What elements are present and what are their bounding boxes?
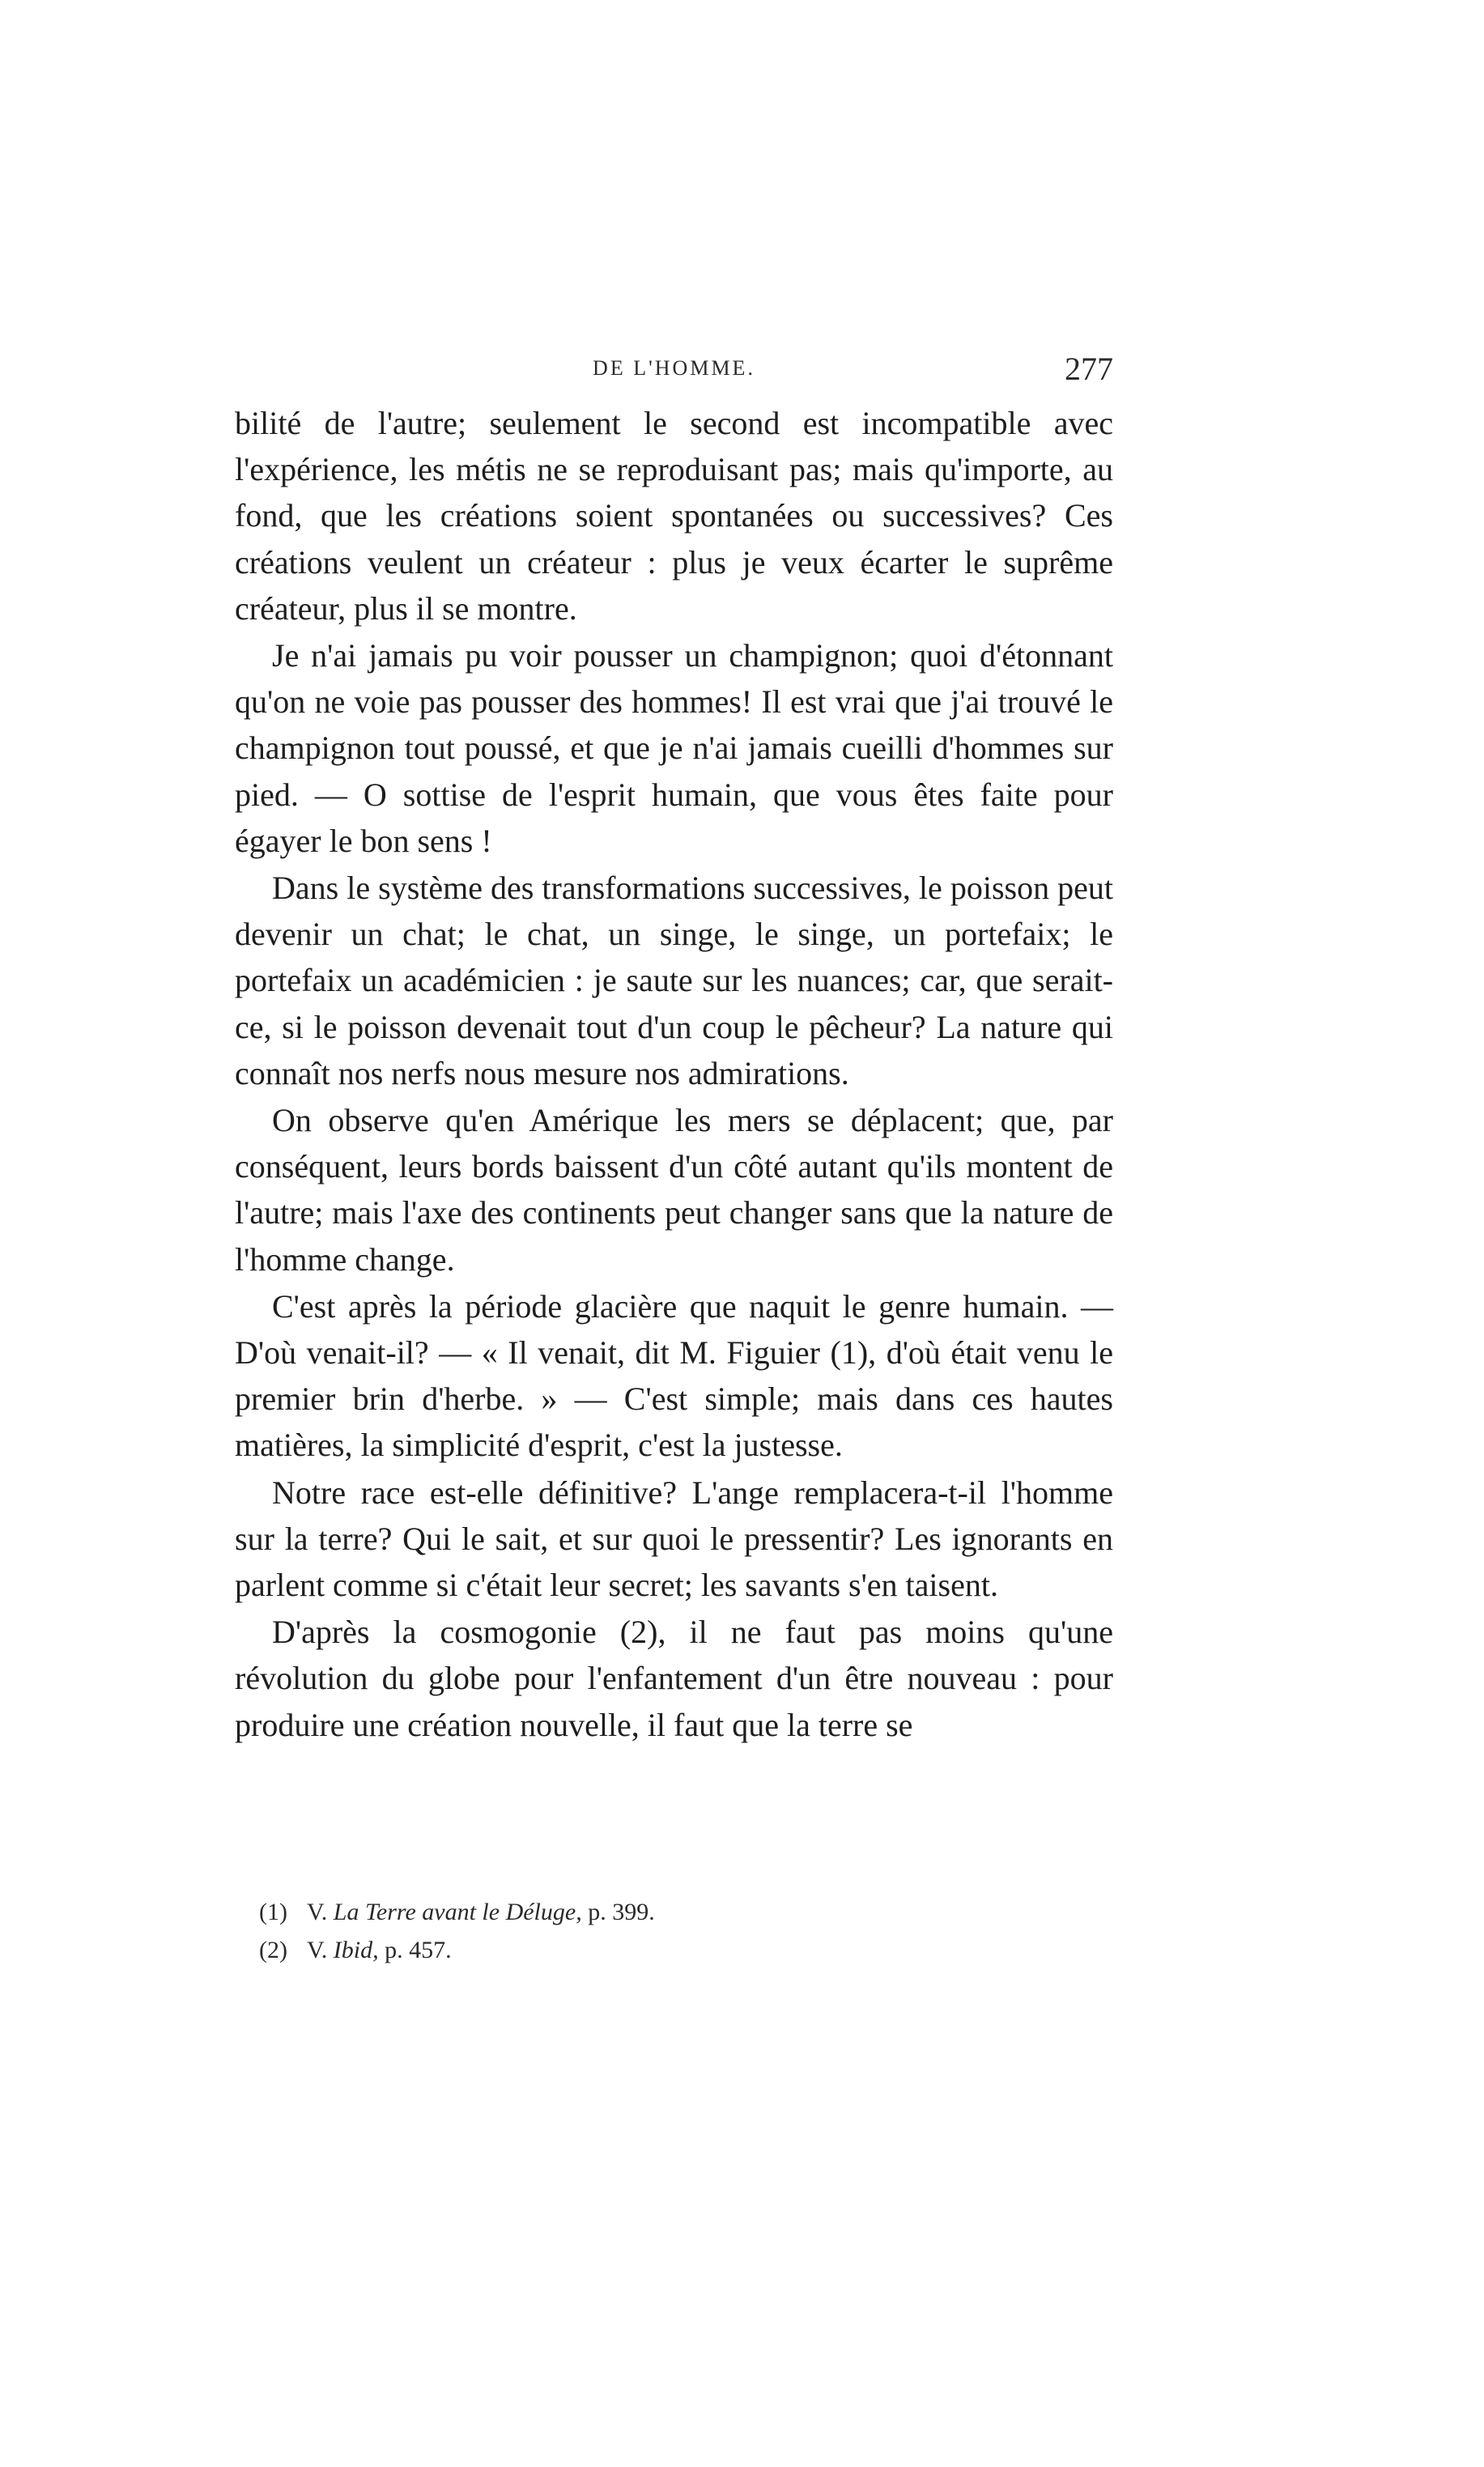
footnote-title: Ibid, (333, 1937, 379, 1963)
footnote-prefix: V. (306, 1899, 328, 1925)
paragraph-continuation: bilité de l'autre; seulement le second est incompatible avec l'expérience, les métis ne se reproduisant pas; mais qu'importe, au fond, que les créations soient spontanées ou successives? Ces créations veulent un créateur : plus je veux écarter le suprême créateur, plus il se montre. (235, 405, 1113, 627)
page-header (235, 350, 1113, 398)
paragraph-amerique: On observe qu'en Amérique les mers se déplacent; que, par conséquent, leurs bords baissent d'un côté autant qu'ils montent de l'autre; mais l'axe des continents peut changer sans que la nature de l'homme change. (235, 1102, 1113, 1278)
footnote-1 (259, 1893, 1069, 1931)
footnote-ref: p. 457. (385, 1937, 452, 1963)
paragraph-transformations: Dans le système des transformations successives, le poisson peut devenir un chat; le chat, un singe, le singe, un portefaix; le portefaix un académicien : je saute sur les nuances; car, que serait-ce, si le poisson devenait tout d'un coup le pêcheur? La nature qui connaît nos nerfs nous mesure nos admirations. (235, 870, 1113, 1091)
paragraph-cosmogonie: D'après la cosmogonie (2), il ne faut pas moins qu'une révolution du globe pour l'enfantement d'un être nouveau : pour produire une création nouvelle, il faut que la terre se (235, 1614, 1113, 1743)
paragraph-periode-glaciere: C'est après la période glacière que naquit le genre humain. — D'où venait-il? — « Il venait, dit M. Figuier (1), d'où était venu le premier brin d'herbe. » — C'est simple; mais dans ces hautes matières, la simplicité d'esprit, c'est la justesse. (235, 1287, 1113, 1464)
footnote-number: (2) (259, 1937, 287, 1963)
footnote-2 (259, 1931, 1069, 1969)
running-head: DE L'HOMME. (593, 356, 755, 380)
paragraph-champignon: Je n'ai jamais pu voir pousser un champignon; quoi d'étonnant qu'on ne voie pas pousser des hommes! Il est vrai que j'ai trouvé le champignon tout poussé, et que je n'ai jamais cueilli d'hommes sur pied. — O sottise de l'esprit humain, que vous êtes faite pour égayer le bon sens ! (235, 637, 1113, 859)
footnotes (259, 1893, 1069, 1969)
footnote-number: (1) (259, 1899, 287, 1925)
body-text (235, 400, 1113, 1748)
footnote-prefix: V. (306, 1937, 328, 1963)
footnote-ref: p. 399. (588, 1899, 655, 1925)
page-number: 277 (1065, 351, 1113, 387)
footnote-title: La Terre avant le Déluge, (333, 1899, 582, 1925)
paragraph-race-definitive: Notre race est-elle définitive? L'ange remplacera-t-il l'homme sur la terre? Qui le sait, et sur quoi le pressentir? Les ignorants en parlent comme si c'était leur secret; les savants s'en taisent. (235, 1474, 1113, 1604)
